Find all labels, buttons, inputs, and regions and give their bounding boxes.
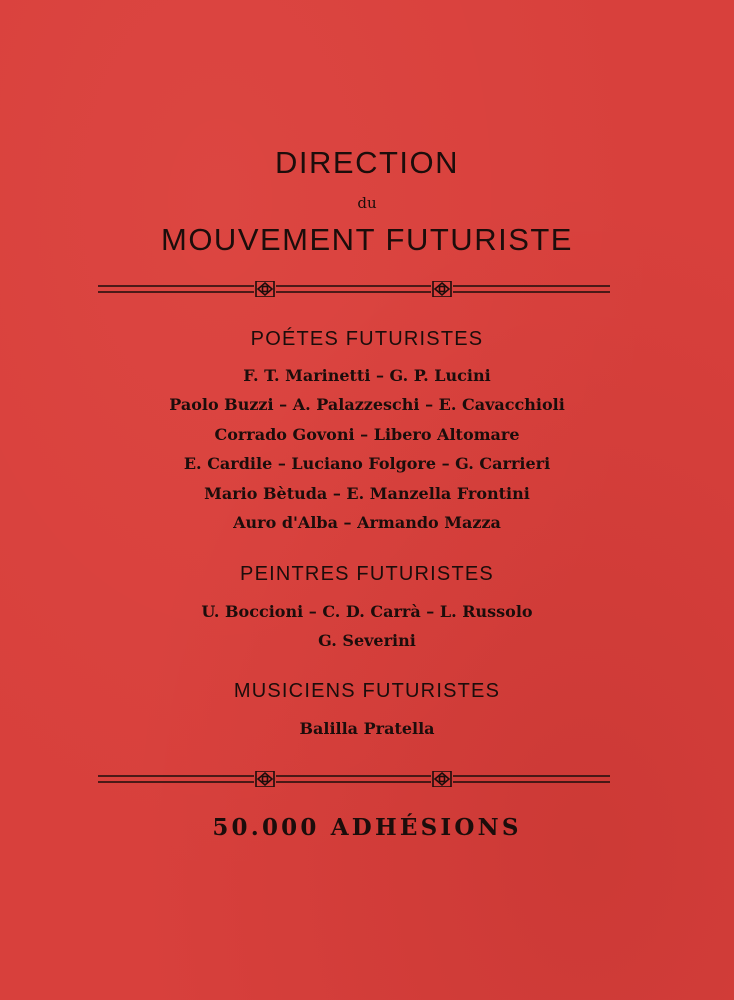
heading-direction: DIRECTION: [275, 145, 459, 180]
poetes-name-line: F. T. Marinetti – G. P. Lucini: [243, 366, 491, 385]
musiciens-name-line: Balilla Pratella: [299, 719, 435, 738]
heading-du: du: [357, 194, 377, 212]
poetes-name-line: Auro d'Alba – Armando Mazza: [233, 513, 501, 533]
poetes-names: [0, 361, 734, 537]
poetes-name-line: Corrado Govoni – Libero Altomare: [214, 424, 520, 444]
section-heading-peintres: PEINTRES FUTURISTES: [240, 563, 494, 585]
peintres-names: [0, 597, 734, 656]
section-heading-musiciens: MUSICIENS FUTURISTES: [233, 680, 501, 702]
musiciens-names: [0, 714, 734, 743]
adhesions-count: 50.000 ADHÉSIONS: [212, 814, 522, 841]
peintres-name-line: G. Severini: [318, 631, 416, 651]
poetes-name-line: E. Cardile – Luciano Folgore – G. Carrieri: [183, 454, 551, 474]
ornamental-rule-top: [98, 281, 610, 297]
ornamental-rule-bottom: [98, 771, 610, 787]
heading-mouvement-futuriste: MOUVEMENT FUTURISTE: [161, 222, 573, 257]
section-heading-poetes: POÉTES FUTURISTES: [250, 328, 484, 350]
poetes-name-line: Mario Bètuda – E. Manzella Frontini: [204, 483, 530, 503]
peintres-name-line: U. Boccioni – C. D. Carrà – L. Russolo: [201, 602, 533, 621]
poetes-name-line: Paolo Buzzi – A. Palazzeschi – E. Cavacchioli: [169, 395, 565, 415]
